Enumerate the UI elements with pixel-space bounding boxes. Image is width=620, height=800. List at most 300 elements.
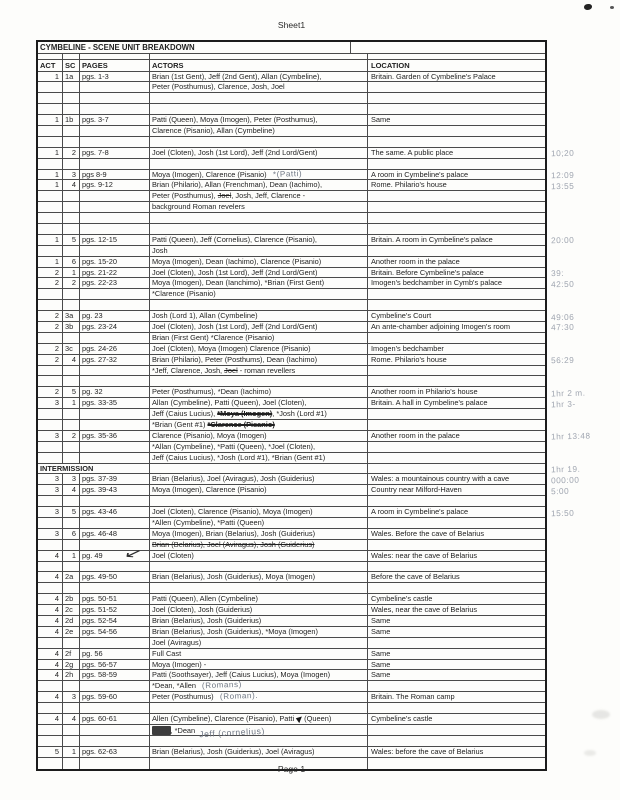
pages-cell [80,496,150,506]
table-row [38,714,545,725]
act-cell: 2 [38,311,63,321]
margin-note: 1hr 13:48 [550,430,591,442]
table-row [38,496,545,507]
actors-cell [150,616,368,626]
scene-cell: 1b [63,115,80,125]
scene-cell: 2d [63,616,80,626]
table-row [38,430,591,442]
actor-text: *Josh [152,725,171,735]
actor-text: Clarence (Pisanio), Allan (Cymbeline) [152,125,275,135]
margin-note: 15:50 [550,507,575,518]
actors-cell [150,104,368,114]
scene-breakdown-table [36,40,591,771]
actor-text: *Moya (Imogen) [217,409,273,419]
scene-cell [63,202,80,212]
actor-text: (Queen) [304,714,332,724]
location-cell [368,496,545,506]
table-row [38,594,545,605]
location-cell: Another room in the palace [371,430,460,440]
handwritten-note: *(Patti) [272,168,302,179]
pages-cell [80,409,150,419]
location-cell: Before the cave of Belarius [371,572,460,582]
location-cell: The same. A public place [371,147,454,157]
actors-cell [150,594,368,604]
pages-cell: pg. 56 [80,649,150,659]
pages-cell: pgs. 50-51 [80,594,150,604]
location-cell [368,736,545,746]
scene-cell: 1a [63,72,80,82]
table-row [38,638,545,649]
table-row [38,453,545,464]
actors-cell [150,464,368,474]
location-cell [368,583,545,593]
actors-cell [150,333,368,343]
location-cell: Rome. Philario's house [371,180,447,190]
pages-cell [80,725,150,735]
act-cell: 3 [38,398,63,408]
actors-cell [150,224,368,234]
pages-cell [80,376,150,386]
table-row [38,180,575,192]
table-row [38,605,545,616]
actor-text: Allan (Cymbeline), Patti (Queen), Joel (Cloten), [152,398,307,408]
actors-cell [150,431,368,441]
scene-cell [63,159,80,169]
actors-cell [150,82,368,92]
location-cell [368,540,545,550]
pages-cell: pgs. 54-56 [80,627,150,637]
table-header-row [38,60,545,72]
actors-cell [150,485,368,495]
actor-text: Joel [224,365,238,375]
act-cell: 3 [38,529,63,539]
actors-cell [150,562,368,572]
location-cell: Wales. Before the cave of Belarius [371,528,485,538]
pages-cell [80,213,150,223]
actors-cell [150,474,368,484]
pages-cell [80,289,150,299]
table-row [38,234,575,246]
location-cell: Imogen's bedchamber [371,343,444,353]
act-cell: 4 [38,616,63,626]
scene-cell: 1 [63,398,80,408]
actor-text: *Allan (Cymbeline), *Patti (Queen), *Joel (Cloten), [152,441,316,451]
pages-cell: pg. 32 [80,387,150,397]
actors-cell [150,311,368,321]
scene-cell: 2 [63,431,80,441]
actor-text: Brian (Belarius), Joel (Aviragus), Josh (Guiderius) [152,539,315,549]
location-cell [368,333,545,343]
actors-cell [150,627,368,637]
table-row [38,681,545,692]
table-row [38,562,545,573]
actors-cell [150,681,368,691]
location-cell: Cymbeline's castle [371,594,433,604]
location-cell: Wales: a mountainous country with a cave [371,474,510,484]
act-cell: 4 [38,692,63,702]
table-row [38,93,545,104]
act-cell: 4 [38,649,63,659]
margin-note: 42:50 [550,278,575,290]
act-cell [38,442,63,452]
actors-cell [150,398,368,408]
actors-cell [150,649,368,659]
pages-cell [80,638,150,648]
actor-text: Peter (Posthumus), [152,191,218,201]
table-row [38,420,545,431]
pages-cell [80,191,150,201]
actors-cell [150,137,368,147]
location-cell: Britain. A hall in Cymbeline's palace [371,398,488,408]
scene-cell [63,224,80,234]
handwritten-note: (Romans) [201,680,242,691]
act-cell [38,518,63,528]
location-cell [368,376,545,386]
location-cell: Imogen's bedchamber in Cymb's palace [371,278,502,288]
table-row [38,703,545,714]
location-cell [368,93,545,103]
scene-cell [63,420,80,430]
scene-cell [63,126,80,136]
margin-note: 1hr 2 m. [550,387,586,399]
actors-cell [150,115,368,125]
table-row [38,289,545,300]
actor-text: Joel (Cloten), Moya (Imogen) Clarence (Pisanio) [152,343,311,353]
intermission-label: INTERMISSION [38,464,150,474]
intermission-row [38,463,581,475]
pages-cell: pgs. 43-46 [80,507,150,517]
scene-cell: 3 [63,692,80,702]
actor-text: Peter (Posthumus), Clarence, Josh, Joel [152,82,285,92]
scene-cell: 5 [63,507,80,517]
scene-cell [63,246,80,256]
location-cell [368,300,545,310]
pages-cell: pgs. 49-50 [80,572,150,582]
margin-note: 49:06 [550,311,575,322]
margin-note: 20:00 [550,235,575,246]
act-cell: 3 [38,485,63,495]
table-row [38,278,575,290]
location-cell [368,409,545,419]
actor-text: Josh (Lord 1), Allan (Cymbeline) [152,311,258,321]
actors-cell [150,278,368,288]
actors-cell [150,355,368,365]
actors-cell [150,551,368,561]
margin-note: 56:29 [550,354,575,366]
table-row [38,529,545,540]
actor-text: Moya (Imogen), Clarence (Pisanio) [152,169,267,179]
actor-text: background Roman revelers [152,202,245,212]
handwritten-note: Jeff (cornelius) [199,725,266,740]
location-cell: Wales: near the cave of Belarius [371,550,478,560]
location-cell [368,366,545,376]
location-cell: An ante-chamber adjoining Imogen's room [371,321,511,331]
location-cell [368,681,545,691]
actor-text: - roman revellers [237,365,296,375]
pages-cell: pgs. 52-54 [80,616,150,626]
table-row [38,72,545,83]
table-row [38,224,545,235]
location-cell [368,213,545,223]
column-header-location: LOCATION [371,61,410,70]
actor-text: Peter (Posthumus), *Dean (Iachimo) [152,387,272,397]
scene-cell [63,366,80,376]
table-row [38,126,545,137]
table-row [38,202,545,213]
pages-cell: pgs. 27-32 [80,355,150,365]
table-row [38,311,575,322]
scene-cell [63,453,80,463]
act-cell: 4 [38,627,63,637]
actor-text: *Jeff, Clarence, Josh, [152,365,225,375]
table-row [38,747,545,758]
act-cell: 4 [38,714,63,724]
actors-cell [150,159,368,169]
pages-cell: pgs. 7-8 [80,148,150,158]
actor-text: Brian (Philario), Allan (Frenchman), Dean (Iachimo), [152,180,323,190]
table-row [38,257,545,268]
margin-note: 1hr 19. [550,463,581,475]
margin-note: 12:09 [550,169,575,181]
act-cell: 1 [38,170,63,180]
actors-cell [150,496,368,506]
pages-cell [80,562,150,572]
table-row [38,670,545,681]
table-row [38,104,545,115]
scene-cell: 4 [63,485,80,495]
scene-cell: 3 [63,170,80,180]
actor-text: Brian (Philario), Peter (Posthums), Dean (Iachimo) [152,354,318,364]
actors-cell [150,126,368,136]
scene-cell: 2b [63,594,80,604]
actors-cell [150,507,368,517]
scene-cell [63,333,80,343]
act-cell [38,409,63,419]
act-cell [38,376,63,386]
actors-cell [150,583,368,593]
sheet-label: Sheet1 [277,20,306,30]
margin-note: 000:00 [550,474,580,486]
actor-text: Brian (Belarius), Josh (Guiderius) [152,616,262,626]
table-row [38,725,545,740]
table-row [38,736,545,747]
actors-cell [150,670,368,680]
scene-cell: 2f [63,649,80,659]
scene-cell [63,289,80,299]
act-cell: 1 [38,180,63,190]
act-cell: 4 [38,605,63,615]
table-row [38,616,545,627]
actors-cell [150,714,368,724]
table-title-row [38,42,545,54]
actor-text: Clarence (Pisanio), Moya (Imogen) [152,430,267,440]
scene-cell: 2g [63,660,80,670]
actor-text: Jeff (Caius Lucius), *Josh (Lord #1), *Brian (Gent #1) [152,452,326,462]
pages-cell [80,202,150,212]
pages-cell: pg. 23 [80,311,150,321]
actors-cell [150,518,368,528]
act-cell: 2 [38,278,63,288]
actor-text: Jeff (Caius Lucius), [152,409,218,419]
pages-cell: pgs 8-9 [80,170,150,180]
location-cell: Wales: before the cave of Belarius [371,746,484,756]
location-cell: Another room in the palace [371,256,460,266]
act-cell: 2 [38,268,63,278]
scene-cell: 4 [63,355,80,365]
margin-note: 10;20 [550,147,575,159]
actor-text: Joel (Cloten), Clarence (Pisanio), Moya (Imogen) [152,507,313,517]
act-cell: 4 [38,594,63,604]
actor-text: Brian (Belarius), Josh (Guiderius), Moya (Imogen) [152,572,316,582]
actor-text: *Clarence (Pisanio) [152,289,216,299]
actors-cell [150,736,368,746]
scene-cell: 5 [63,387,80,397]
scene-cell [63,725,80,735]
actor-text: Patti (Queen), Allen (Cymbeline) [152,594,258,604]
act-cell [38,540,63,550]
scene-cell [63,496,80,506]
scene-cell: 1 [63,747,80,757]
act-cell: 2 [38,322,63,332]
location-cell: Another room in Philario's house [371,387,478,397]
pages-cell: pgs. 60-61 [80,714,150,724]
actor-text: Peter (Posthumus) [152,692,214,702]
actors-cell [150,453,368,463]
scene-cell: 6 [63,529,80,539]
location-cell [368,224,545,234]
table-row [38,300,545,311]
actor-text: Brian (Belarius), Josh (Guiderius), Joel (Aviragus) [152,746,315,756]
location-cell [368,725,545,735]
table-row [38,168,575,181]
location-cell [368,442,545,452]
scan-smudge [584,4,592,10]
act-cell [38,420,63,430]
location-cell: Cymbeline's Court [371,311,432,321]
location-cell: A room in Cymbeline's palace [371,507,469,517]
location-cell: Same [371,626,391,636]
actor-text: Patti (Queen), Moya (Imogen), Peter (Posthumus), [152,115,318,125]
pages-cell: pgs. 22-23 [80,278,150,288]
scene-cell [63,104,80,114]
act-cell: 4 [38,660,63,670]
handwritten-arrow-icon: ↙ [122,544,144,561]
table-row [38,540,545,551]
pages-cell [80,300,150,310]
scene-cell [63,442,80,452]
location-cell: Britain. Garden of Cymbeline's Palace [371,71,496,81]
actor-text: Moya (Imogen), Dean (Iachimo), Clarence (Pisanio) [152,256,322,266]
actor-text: Brian (First Gent) *Clarence (Pisanio) [152,332,275,342]
table-row [38,387,586,399]
act-cell [38,93,63,103]
act-cell: 2 [38,344,63,354]
table-row [38,583,545,594]
location-cell [368,703,545,713]
pages-cell: pgs. 24-26 [80,344,150,354]
actor-text: Brian (Belarius), Joel (Aviragus), Josh (Guiderius) [152,474,315,484]
actor-text: Brian (Belarius), Josh (Guiderius), *Moya (Imogen) [152,626,318,636]
actors-cell [150,72,368,82]
location-cell: Same [371,670,391,680]
table-row [38,246,545,257]
actor-text: *Brian (Gent #1) [152,420,208,429]
act-cell [38,159,63,169]
actor-text: Allen (Cymbeline), Clarence (Pisanio), Patti [152,714,297,724]
pages-cell [80,736,150,746]
pages-cell [80,366,150,376]
actor-text: Josh [152,245,168,255]
table-row [38,354,575,366]
pages-cell: pgs. 9-12 [80,180,150,190]
act-cell [38,137,63,147]
margin-note: 47:30 [550,322,575,333]
actors-cell [150,366,368,376]
location-cell [368,246,545,256]
pages-cell [80,82,150,92]
pages-cell [80,137,150,147]
location-cell: Cymbeline's castle [371,714,433,724]
act-cell [38,725,63,735]
scene-cell [63,213,80,223]
scene-cell [63,518,80,528]
location-cell [368,289,545,299]
actors-cell [150,93,368,103]
act-cell [38,681,63,691]
actors-cell [150,376,368,386]
table-row [38,213,545,224]
scene-cell: 3c [63,344,80,354]
actors-cell [150,344,368,354]
act-cell: 1 [38,115,63,125]
scene-cell: 4 [63,180,80,190]
act-cell: 2 [38,387,63,397]
actor-text: Patti (Queen), Jeff (Cornelius), Clarence (Pisanio), [152,234,317,244]
table-row [38,409,545,420]
location-cell [368,104,545,114]
pages-cell: pgs. 33-35 [80,398,150,408]
act-cell: 1 [38,148,63,158]
act-cell [38,213,63,223]
act-cell: 1 [38,257,63,267]
margin-note: 1hr 3- [550,398,576,410]
act-cell: 4 [38,572,63,582]
actor-text: , *Dean [170,725,196,735]
location-cell: Wales, near the cave of Belarius [371,605,478,615]
pages-cell: pgs. 58-59 [80,670,150,680]
pages-cell [80,104,150,114]
actor-text: Full Cast [152,648,182,658]
act-cell [38,333,63,343]
location-cell [368,638,545,648]
table-title: CYMBELINE - SCENE UNIT BREAKDOWN [38,42,351,53]
actor-text: Moya (Imogen) - [152,659,207,669]
scene-cell [63,736,80,746]
table-row [38,137,545,148]
scene-cell: 2 [63,148,80,158]
act-cell [38,496,63,506]
act-cell [38,583,63,593]
actor-text: *Allen (Cymbeline), *Patti (Queen) [152,518,265,528]
pages-cell [80,246,150,256]
act-cell: 1 [38,72,63,82]
act-cell [38,736,63,746]
actors-cell [150,202,368,212]
actor-text: Joel (Aviragus) [152,637,202,647]
table-title-spacer [351,42,545,53]
scene-cell [63,82,80,92]
actors-cell [150,235,368,245]
